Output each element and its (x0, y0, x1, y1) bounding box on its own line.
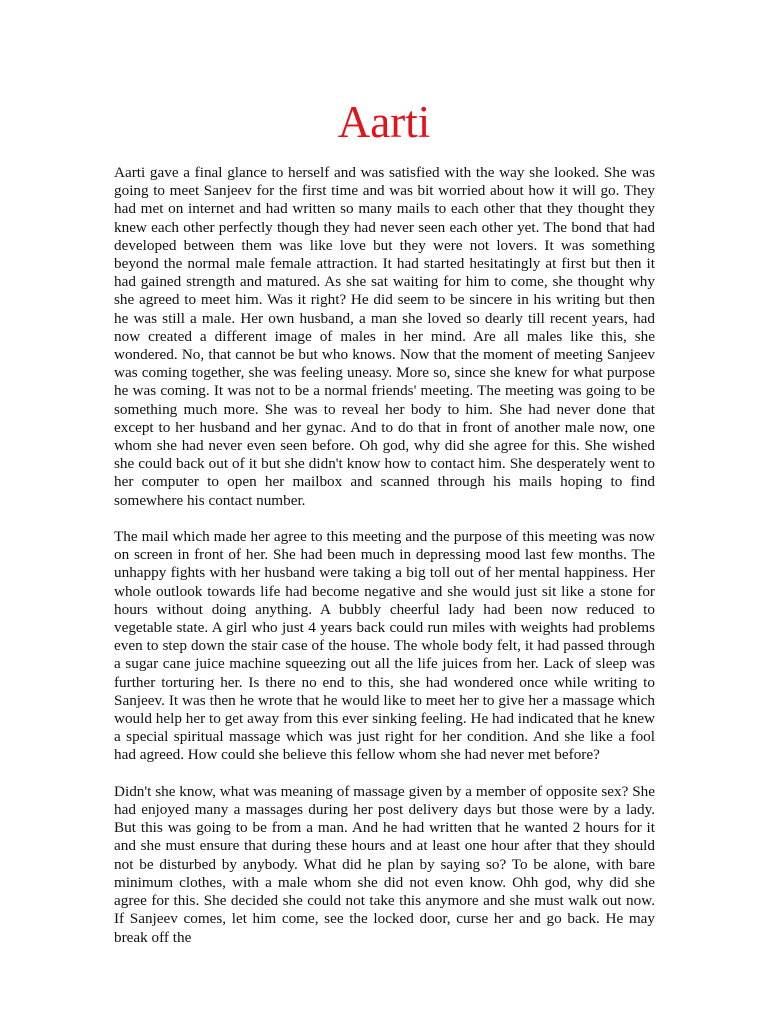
document-body (114, 164, 655, 965)
paragraph: Didn't she know, what was meaning of massage given by a member of opposite sex? She had enjoyed many a massages during her post delivery days but those were by a lady. But this was going to be from a man. And he had written that he wanted 2 hours for it and she must ensure that during these hours and at least one hour after that they should not be disturbed by anybody. What did he plan by saying so? To be alone, with bare minimum clothes, with a male whom she did not even know. Ohh god, why did she agree for this. She decided she could not take this anymore and she must walk out now. If Sanjeev comes, let him come, see the locked door, curse her and go back. He may break off the (114, 782, 655, 946)
document-title: Aarti (337, 97, 431, 147)
paragraph: The mail which made her agree to this meeting and the purpose of this meeting was now on screen in front of her. She had been much in depressing mood last few months. The unhappy fights with her husband were taking a big toll out of her mental happiness. Her whole outlook towards life had become negative and she would just sit like a stone for hours without doing anything. A bubbly cheerful lady had been now reduced to vegetable state. A girl who just 4 years back could run miles with weights had problems even to step down the stair case of the house. The whole body felt, it had passed through a sugar cane juice machine squeezing out all the life juices from her. Lack of sleep was further torturing her. Is there no end to this, she had wondered once while writing to Sanjeev. It was then he wrote that he would like to meet her to give her a massage which would help her to get away from this ever sinking feeling. He had indicated that he knew a special spiritual massage which was just right for her condition. And she like a fool had agreed. How could she believe this fellow whom she had never met before? (114, 528, 655, 764)
paragraph: Aarti gave a final glance to herself and was satisfied with the way she looked. She was going to meet Sanjeev for the first time and was bit worried about how it will go. They had met on internet and had written so many mails to each other that they thought they knew each other perfectly though they had never seen each other yet. The bond that had developed between them was like love but they were not lovers. It was something beyond the normal male female attraction. It had started hesitatingly at first but then it had gained strength and matured. As she sat waiting for him to come, she thought why she agreed to meet him. Was it right? He did seem to be sincere in his writing but then he was still a male. Her own husband, a man she loved so dearly till recent years, had now created a different image of males in her mind. Are all males like this, she wondered. No, that cannot be but who knows. Now that the moment of meeting Sanjeev was coming together, she was feeling uneasy. More so, since she knew for what purpose he was coming. It was not to be a normal friends' meeting. The meeting was going to be something much more. She was to reveal her body to him. She had never done that except to her husband and her gynac. And to do that in front of another male now, one whom she had never even seen before. Oh god, why did she agree for this. She wished she could back out of it but she didn't know how to contact him. She desperately went to her computer to open her mailbox and scanned through his mails hoping to find somewhere his contact number. (114, 164, 655, 509)
